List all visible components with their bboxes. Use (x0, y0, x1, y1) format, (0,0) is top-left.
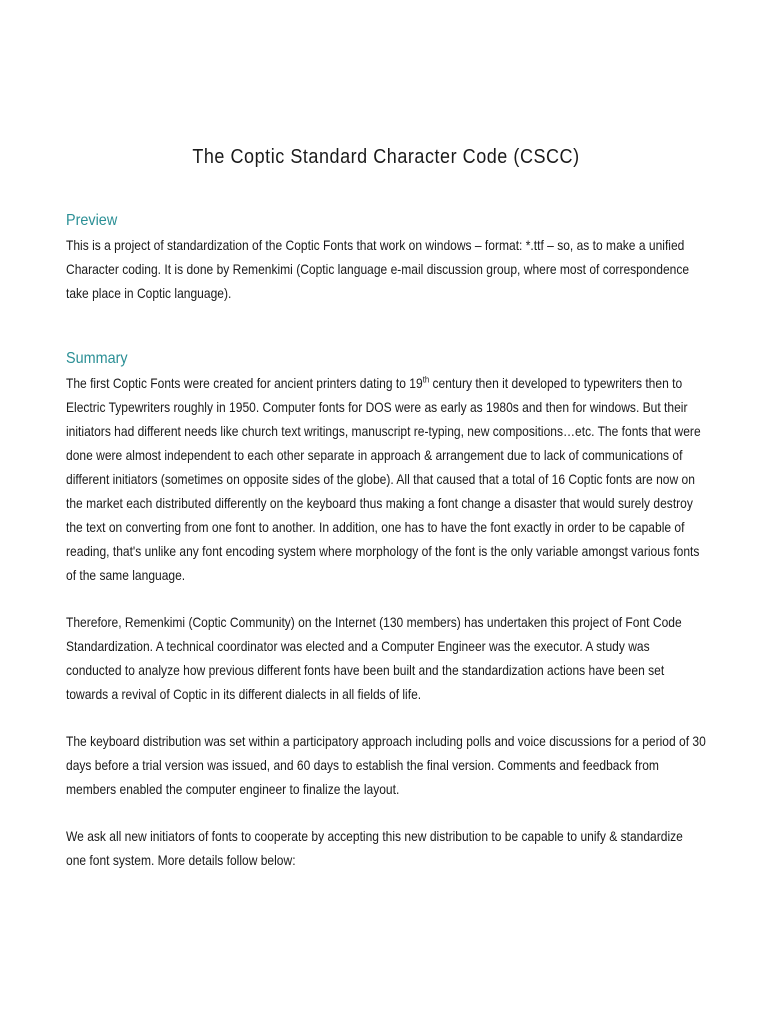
summary-p1-start: The first Coptic Fonts were created for ancient printers dating to 19 (66, 375, 423, 391)
document-page (66, 146, 706, 872)
preview-heading: Preview (66, 212, 118, 229)
summary-paragraph-2: Therefore, Remenkimi (Coptic Community) on the Internet (130 members) has undertaken this project of Font Code Standardization. A technical coordinator was elected and a Computer Engineer was the executor. A study was conducted to analyze how previous different fonts have been built and the standardization actions have been set towards a revival of Coptic in its different dialects in all fields of life. (66, 614, 682, 702)
summary-paragraph-4: We ask all new initiators of fonts to cooperate by accepting this new distribution to be capable to unify & standardize one font system. More details follow below: (66, 828, 683, 868)
ordinal-superscript: th (422, 374, 430, 385)
summary-p1-rest: century then it developed to typewriters then to Electric Typewriters roughly in 1950. Computer fonts for DOS were as early as 1980s and then for windows. But their initiators had different needs like church text writings, manuscript re-typing, new compositions…etc. The fonts that were done were almost independent to each other separate in approach & arrangement due to lack of communications of different initiators (sometimes on opposite sides of the globe). All that caused that a total of 16 Coptic fonts are now on the market each distributed differently on the keyboard thus making a font change a disaster that would surely destroy the text on converting from one font to another. In addition, one has to have the font exactly in order to be capable of reading, that's unlike any font encoding system where morphology of the font is the only variable amongst various fonts of the same language. (66, 375, 701, 583)
summary-paragraph-1 (66, 371, 706, 587)
summary-paragraph-3: The keyboard distribution was set within a participatory approach including polls and voice discussions for a period of 30 days before a trial version was issued, and 60 days to establish the final version. Comments and feedback from members enabled the computer engineer to finalize the layout. (66, 733, 706, 797)
document-title: The Coptic Standard Character Code (CSCC) (192, 146, 580, 168)
summary-heading: Summary (66, 350, 128, 367)
preview-paragraph: This is a project of standardization of the Coptic Fonts that work on windows – format: *.ttf – so, as to make a unified Character coding. It is done by Remenkimi (Coptic language e-mail discussion group, where most of correspondence take place in Coptic language). (66, 237, 690, 301)
